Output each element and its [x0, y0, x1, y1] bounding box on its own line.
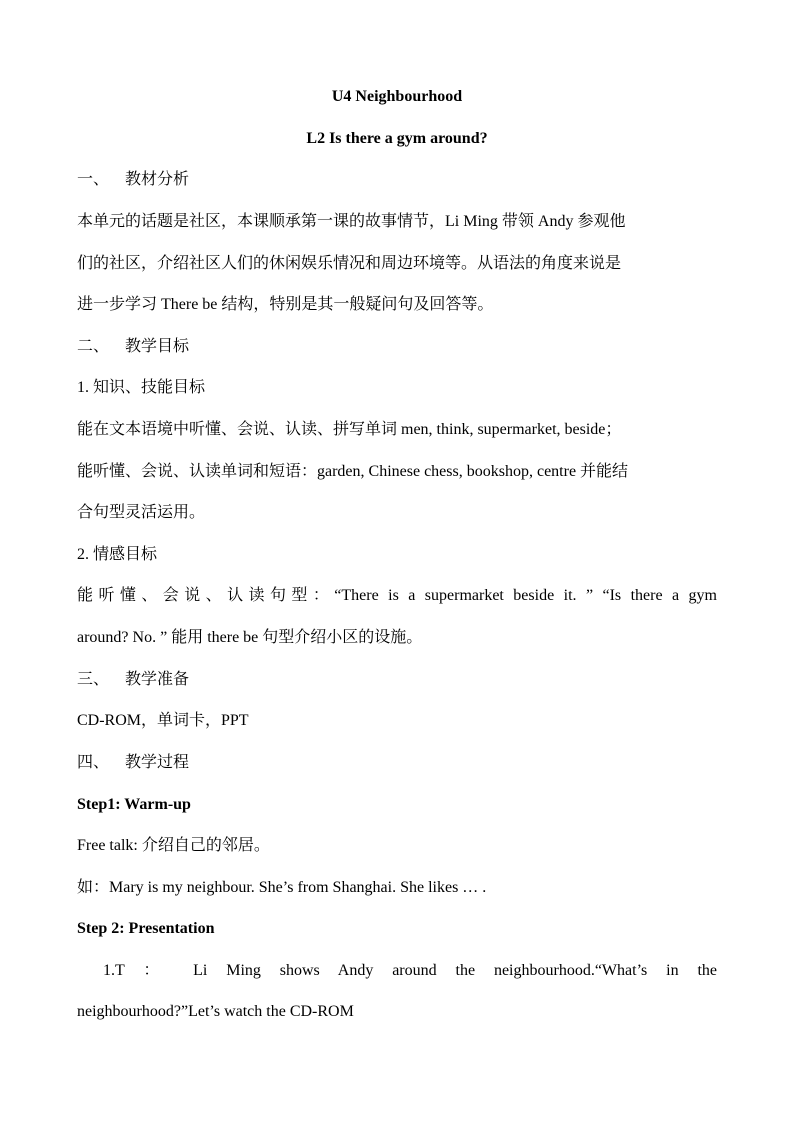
- step-heading-presentation: Step 2: Presentation: [77, 920, 215, 937]
- section-number: 一、: [77, 171, 110, 188]
- subsection-heading-emotion: 2. 情感目标: [77, 546, 158, 563]
- paragraph-line: Free talk: 介绍自己的邻居。: [77, 837, 270, 854]
- section-heading-objectives: [77, 337, 717, 357]
- subsection-heading-knowledge: 1. 知识、技能目标: [77, 379, 206, 396]
- paragraph-line: around? No. ” 能用 there be 句型介绍小区的设施。: [77, 629, 423, 646]
- paragraph-line: 1.T ： Li Ming shows Andy around the neighbourhood.“What’s in the: [103, 962, 717, 979]
- section-heading-process: [77, 753, 717, 773]
- section-number: 三、: [77, 671, 110, 688]
- section-title: 教材分析: [125, 171, 190, 188]
- step-heading-warmup: Step1: Warm-up: [77, 796, 191, 813]
- section-number: 二、: [77, 338, 110, 355]
- document-subtitle: L2 Is there a gym around?: [306, 130, 488, 147]
- section-number: 四、: [77, 754, 110, 771]
- section-heading-preparation: [77, 670, 717, 690]
- paragraph-line: 能听懂、会说、认读单词和短语：garden, Chinese chess, bookshop, centre 并能结: [77, 463, 629, 480]
- paragraph-line: 本单元的话题是社区，本课顺承第一课的故事情节，Li Ming 带领 Andy 参观他: [77, 213, 626, 230]
- paragraph-line: 如：Mary is my neighbour. She’s from Shanghai. She likes … .: [77, 879, 487, 896]
- paragraph-line: 合句型灵活运用。: [77, 504, 206, 521]
- paragraph-line: 进一步学习 There be 结构，特别是其一般疑问句及回答等。: [77, 296, 494, 313]
- section-heading-analysis: [77, 170, 717, 190]
- document-title: U4 Neighbourhood: [331, 88, 463, 105]
- paragraph-line: CD-ROM，单词卡，PPT: [77, 712, 249, 729]
- paragraph-line: 能在文本语境中听懂、会说、认读、拼写单词 men, think, supermarket, beside；: [77, 421, 622, 438]
- paragraph-line: 们的社区，介绍社区人们的休闲娱乐情况和周边环境等。从语法的角度来说是: [77, 255, 622, 272]
- section-title: 教学过程: [125, 754, 190, 771]
- paragraph-line: neighbourhood?”Let’s watch the CD-ROM: [77, 1003, 354, 1020]
- section-title: 教学目标: [125, 338, 190, 355]
- paragraph-line: 能听懂、会说、认读句型：“There is a supermarket beside it. ” “Is there a gym: [77, 587, 717, 604]
- section-title: 教学准备: [125, 671, 190, 688]
